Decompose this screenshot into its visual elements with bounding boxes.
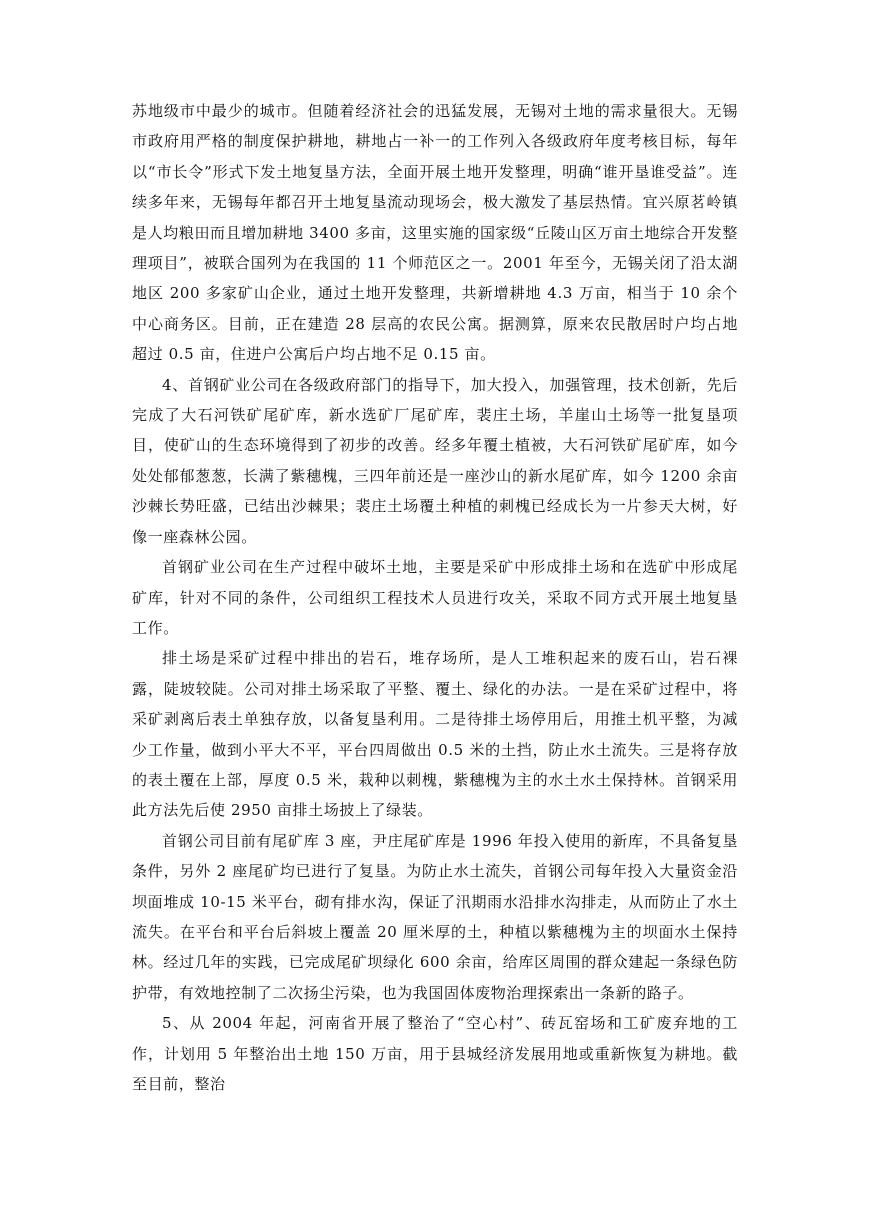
paragraph-tailings: 首钢公司目前有尾矿库 3 座，尹庄尾矿库是 1996 年投入使用的新库，不具备复垦条件，另外 2 座尾矿均已进行了复垦。为防止水土流失，首钢公司每年投入大量资金沿坝面堆成 10-15 米平台，砌有排水沟，保证了汛期雨水沿排水沟排走，从而防止了水土流失。在平台和平台后斜坡上覆盖 20 厘米厚的土，种植以紫穗槐为主的坝面水土保持林。经过几年的实践，已完成尾矿坝绿化 600 余亩，给库区周围的群众建起一条绿色防护带，有效地控制了二次扬尘污染，也为我国固体废物治理探索出一条新的路子。: [132, 831, 738, 1002]
paragraph-dump-site: 排土场是采矿过程中排出的岩石，堆存场所，是人工堆积起来的废石山，岩石裸露，陡坡较陡。公司对排土场采取了平整、覆土、绿化的办法。一是在采矿过程中，将采矿剥离后表土单独存放，以备复垦利用。二是待排土场停用后，用推土机平整，为减少工作量，做到小平大不平，平台四周做出 0.5 米的土挡，防止水土流失。三是将存放的表土覆在上部，厚度 0.5 米，栽种以刺槐，紫穗槐为主的水土水土保持林。首钢采用此方法先后使 2950 亩排土场披上了绿装。: [132, 649, 738, 820]
paragraph-wuxi-continued: 苏地级市中最少的城市。但随着经济社会的迅猛发展，无锡对土地的需求量很大。无锡市政府用严格的制度保护耕地，耕地占一补一的工作列入各级政府年度考核目标，每年以“市长令”形式下发土地复垦方法，全面开展土地开发整理，明确“谁开垦谁受益”。连续多年来，无锡每年都召开土地复垦流动现场会，极大激发了基层热情。宜兴原茗岭镇是人均粮田而且增加耕地 3400 多亩，这里实施的国家级“丘陵山区万亩土地综合开发整理项目”，被联合国列为在我国的 11 个师范区之一。2001 年至今，无锡关闭了沿太湖地区 200 多家矿山企业，通过土地开发整理，共新增耕地 4.3 万亩，相当于 10 余个中心商务区。目前，正在建造 28 层高的农民公寓。据测算，原来农民散居时户均占地超过 0.5 亩，住进户公寓后户均占地不足 0.15 亩。: [132, 102, 738, 364]
paragraph-land-damage: 首钢矿业公司在生产过程中破坏土地，主要是采矿中形成排土场和在选矿中形成尾矿库，针对不同的条件，公司组织工程技术人员进行攻关，采取不同方式开展土地复垦工作。: [132, 558, 738, 637]
paragraph-shougang-reclamation: 4、首钢矿业公司在各级政府部门的指导下，加大投入，加强管理，技术创新，先后完成了大石河铁矿尾矿库，新水选矿厂尾矿库，裴庄土场，羊崖山土场等一批复垦项目，使矿山的生态环境得到了初步的改善。经多年覆土植被，大石河铁矿尾矿库，如今处处郁郁葱葱，长满了紫穗槐，三四年前还是一座沙山的新水尾矿库，如今 1200 余亩沙棘长势旺盛，已结出沙棘果；裴庄土场覆土种植的刺槐已经成长为一片参天大树，好像一座森林公园。: [132, 375, 738, 546]
paragraph-henan: 5、从 2004 年起，河南省开展了整治了“空心村”、砖瓦窑场和工矿废弃地的工作，计划用 5 年整治出土地 150 万亩，用于县城经济发展用地或重新恢复为耕地。截至目前，整治: [132, 1014, 738, 1093]
document-body: [132, 96, 738, 1099]
